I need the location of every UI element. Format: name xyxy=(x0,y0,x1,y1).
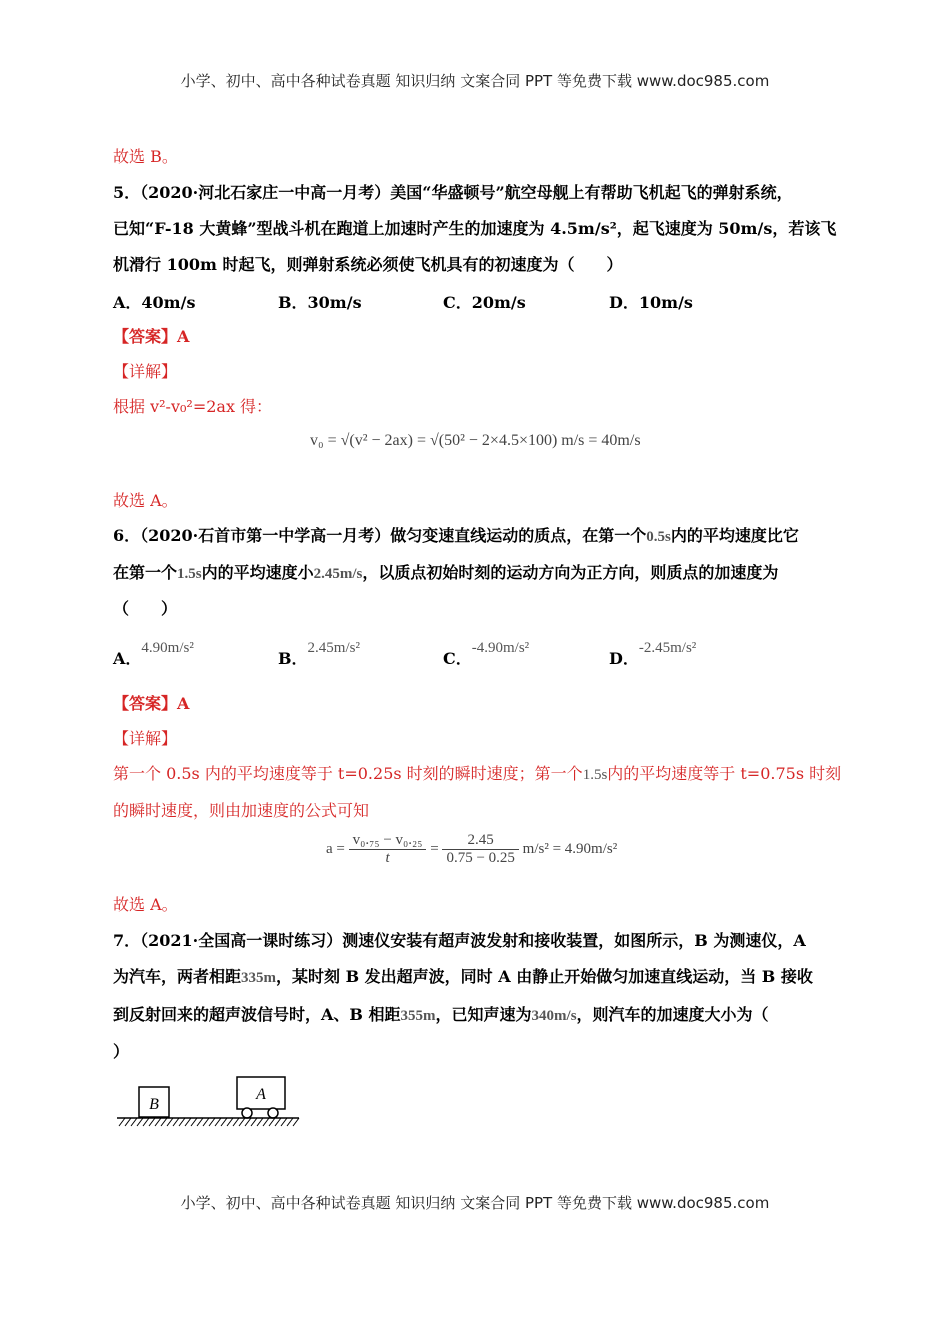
q7-line3-text-c: ，则汽车的加速度大小为（ xyxy=(576,1005,769,1024)
q7-line2-text-a: 为汽车，两者相距 xyxy=(113,967,242,986)
q6-line2-text-b: 内的平均速度小 xyxy=(201,563,314,582)
q5-formula: v₀ = √(v² − 2ax) = √(50² − 2×4.5×100) m/s = 40m/s xyxy=(310,432,641,449)
q6-option-c-value: -4.90m/s² xyxy=(471,640,530,656)
q6-answer: 【答案】A xyxy=(113,694,190,713)
page-footer: 小学、初中、高中各种试卷真题 知识归纳 文案合同 PPT 等免费下载 www.doc985.com xyxy=(180,1194,770,1212)
q6-option-d-label: D． xyxy=(609,649,639,668)
q7-figure xyxy=(113,1072,313,1132)
q6-line2-math1: 1.5s xyxy=(177,566,202,582)
q6-formula-eq: = xyxy=(430,840,439,857)
q6-line2-text-a: 在第一个 xyxy=(113,563,178,582)
q5-option-b: B．30m/s xyxy=(278,293,362,312)
q6-option-b-value: 2.45m/s² xyxy=(307,640,360,656)
q6-sol-text-b: 内的平均速度等于 t=0.75s 时刻 xyxy=(607,764,842,783)
q7-line2-text-b: ，某时刻 B 发出超声波，同时 A 由静止开始做匀加速直线运动，当 B 接收 xyxy=(276,967,813,986)
device-b-label: B xyxy=(149,1096,159,1113)
car-a-wheel-left xyxy=(242,1108,252,1118)
page-header: 小学、初中、高中各种试卷真题 知识归纳 文案合同 PPT 等免费下载 www.doc985.com xyxy=(180,72,770,90)
q6-formula-lhs: a = xyxy=(326,840,345,857)
q6-sol-math: 1.5s xyxy=(582,767,608,783)
q6-line3: （ ） xyxy=(113,599,178,618)
q7-line1: 7．（2021·全国高一课时练习）测速仪安装有超声波发射和接收装置，如图所示，B 为测速仪，A xyxy=(113,931,806,950)
q6-option-a-label: A． xyxy=(113,649,142,668)
q7-line3 xyxy=(113,1004,769,1027)
q6-formula-den2: 0.75 − 0.25 xyxy=(446,850,515,866)
q7-line2 xyxy=(113,966,813,989)
q7-line3-text-a: 到反射回来的超声波信号时，A、B 相距 xyxy=(113,1005,401,1024)
q6-option-c-label: C． xyxy=(443,649,472,668)
q6-option-b-label: B． xyxy=(278,649,308,668)
q6-option-a-value: 4.90m/s² xyxy=(141,640,194,656)
car-a-wheel-right xyxy=(268,1108,278,1118)
q5-option-d: D．10m/s xyxy=(609,293,693,312)
q5-answer: 【答案】A xyxy=(113,327,190,346)
q5-detail-label: 【详解】 xyxy=(113,362,178,381)
q6-option-d xyxy=(609,634,697,668)
q6-conclusion: 故选 A。 xyxy=(113,895,178,914)
q6-option-b xyxy=(278,634,360,668)
q5-line3: 机滑行 100m 时起飞，则弹射系统必须使飞机具有的初速度为（ ） xyxy=(113,255,623,274)
q6-option-a xyxy=(113,634,194,668)
q6-formula xyxy=(326,832,617,867)
q6-line1-text-b: 内的平均速度比它 xyxy=(670,526,799,545)
q5-solution-text: 根据 v²-v₀²=2ax 得： xyxy=(113,397,273,416)
car-a-label: A xyxy=(256,1086,266,1103)
q6-line2-text-c: ，以质点初始时刻的运动方向为正方向，则质点的加速度为 xyxy=(362,563,779,582)
q7-line4: ） xyxy=(113,1042,130,1061)
q6-line1 xyxy=(113,525,799,548)
q6-formula-num2: 2.45 xyxy=(442,832,518,850)
q6-formula-fraction1 xyxy=(349,832,427,867)
q6-formula-num1: v₀.₇₅ − v₀.₂₅ xyxy=(349,832,427,850)
q5-line2: 已知“F-18 大黄蜂”型战斗机在跑道上加速时产生的加速度为 4.5m/s²，起飞速度为 50m/s，若该飞 xyxy=(113,219,837,238)
prev-conclusion: 故选 B。 xyxy=(113,147,178,166)
q6-detail-label: 【详解】 xyxy=(113,729,178,748)
q6-formula-rhs: m/s² = 4.90m/s² xyxy=(522,840,618,857)
q6-line1-math: 0.5s xyxy=(646,529,671,545)
q6-formula-den1: t xyxy=(385,850,390,866)
q6-solution-line1 xyxy=(113,763,841,786)
q5-line1: 5．（2020·河北石家庄一中高一月考）美国“华盛顿号”航空母舰上有帮助飞机起飞的弹射系统， xyxy=(113,183,793,202)
q6-option-d-value: -2.45m/s² xyxy=(638,640,697,656)
q7-line3-math1: 355m xyxy=(400,1008,436,1024)
q5-option-c: C．20m/s xyxy=(443,293,526,312)
q7-line3-text-b: ，已知声速为 xyxy=(435,1005,532,1024)
q6-line2-math2: 2.45m/s xyxy=(313,566,363,582)
q7-line3-math2: 340m/s xyxy=(531,1008,577,1024)
q7-line2-math: 335m xyxy=(241,970,277,986)
q6-option-c xyxy=(443,634,530,668)
q5-conclusion: 故选 A。 xyxy=(113,491,178,510)
q6-solution-line2: 的瞬时速度，则由加速度的公式可知 xyxy=(113,801,370,820)
q6-sol-text-a: 第一个 0.5s 内的平均速度等于 t=0.25s 时刻的瞬时速度；第一个 xyxy=(113,764,583,783)
ground-hatching xyxy=(119,1118,299,1126)
q6-line2 xyxy=(113,562,778,585)
q5-option-a: A．40m/s xyxy=(113,293,196,312)
q6-line1-text-a: 6．（2020·石首市第一中学高一月考）做匀变速直线运动的质点，在第一个 xyxy=(113,526,647,545)
q6-formula-fraction2 xyxy=(442,832,518,867)
